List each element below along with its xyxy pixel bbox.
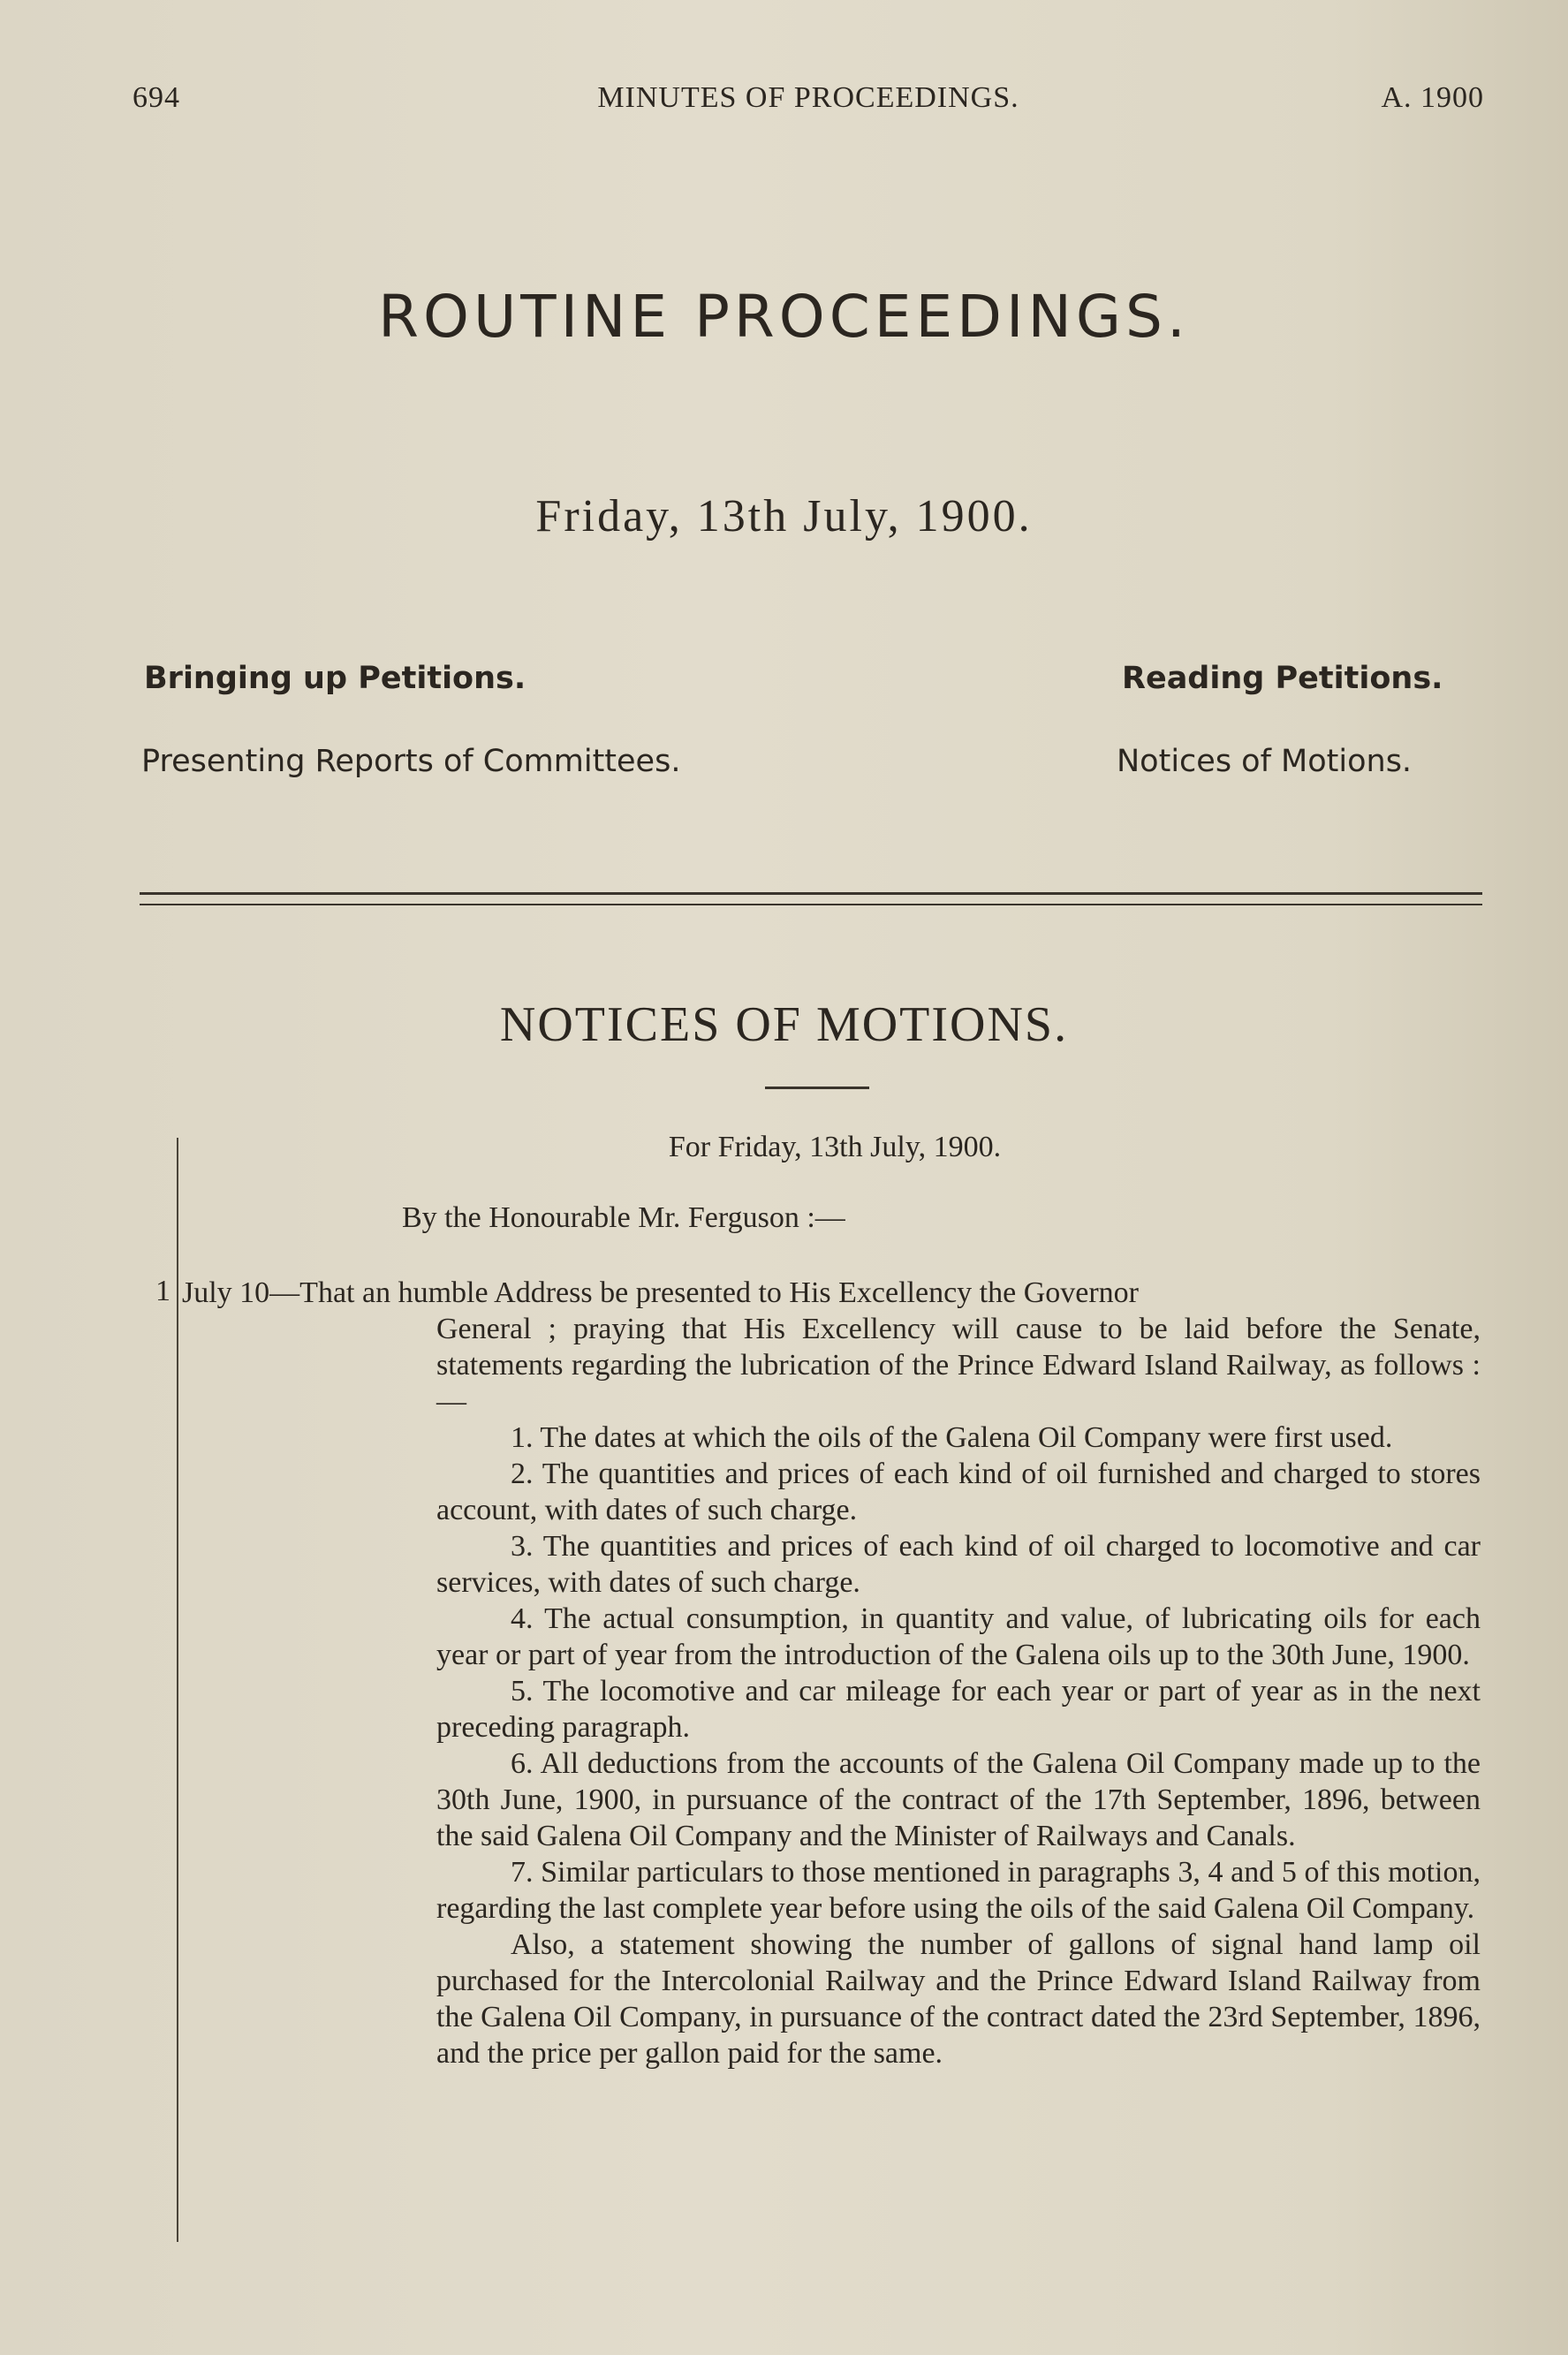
motion-paragraph: 2. The quantities and prices of each kind of oil furnished and charged to stores account, with dates of such charge. bbox=[436, 1458, 1481, 1526]
motion-paragraph: 5. The locomotive and car mileage for each year or part of year as in the next preceding paragraph. bbox=[436, 1675, 1481, 1744]
for-date-line: For Friday, 13th July, 1900. bbox=[668, 1131, 1002, 1163]
motion-number: 1 bbox=[155, 1275, 170, 1307]
motion-opening: July 10—That an humble Address be presented to His Excellency the Governor bbox=[182, 1276, 1140, 1309]
order-bringing-up-petitions: Bringing up Petitions. bbox=[144, 661, 526, 696]
section-divider bbox=[140, 892, 1482, 905]
motion-paragraph: Also, a statement showing the number of gallons of signal hand lamp oil purchased for the Intercolonial Railway and the Prince Edward Island Railway from the Galena Oil Company, in pursuance of the contract dated the 23rd September, 1896, and the price per gallon paid for the same. bbox=[436, 1928, 1481, 2070]
running-head bbox=[133, 81, 1484, 122]
running-head-year: A. 1900 bbox=[1381, 81, 1484, 114]
motion-paragraph: 6. All deductions from the accounts of the Galena Oil Company made up to the 30th June, 1900, in pursuance of the contract of the 17th September, 1896, between the said Galena Oil Company and the Minister of Railways and Canals. bbox=[436, 1747, 1481, 1852]
page-number: 694 bbox=[133, 81, 180, 114]
order-notices-of-motions: Notices of Motions. bbox=[1117, 744, 1413, 779]
motion-paragraph: 4. The actual consumption, in quantity and value, of lubricating oils for each year or part of year from the introduction of the Galena oils up to the 30th June, 1900. bbox=[436, 1602, 1481, 1671]
mover-line: By the Honourable Mr. Ferguson :— bbox=[402, 1201, 845, 1234]
motion-paragraph: 7. Similar particulars to those mentioned in paragraphs 3, 4 and 5 of this motion, regarding the last complete year before using the oils of the said Galena Oil Company. bbox=[436, 1856, 1481, 1925]
running-head-title: MINUTES OF PROCEEDINGS. bbox=[597, 81, 1019, 114]
motion-paragraph: General ; praying that His Excellency will cause to be laid before the Senate, statements regarding the lubrication of the Prince Edward Island Railway, as follows :— bbox=[436, 1313, 1481, 1418]
section-title: NOTICES OF MOTIONS. bbox=[499, 997, 1069, 1052]
motion-paragraph: 3. The quantities and prices of each kind of oil charged to locomotive and car services, with dates of such charge. bbox=[436, 1530, 1481, 1599]
title-underline bbox=[765, 1087, 869, 1089]
motion-body bbox=[436, 1311, 1481, 2071]
order-reading-petitions: Reading Petitions. bbox=[1122, 661, 1443, 696]
motion-paragraph: 1. The dates at which the oils of the Galena Oil Company were first used. bbox=[511, 1421, 1393, 1454]
date-heading: Friday, 13th July, 1900. bbox=[535, 491, 1033, 541]
order-presenting-reports: Presenting Reports of Committees. bbox=[141, 744, 681, 779]
margin-rule bbox=[177, 1138, 178, 2242]
page-title: ROUTINE PROCEEDINGS. bbox=[378, 283, 1190, 351]
